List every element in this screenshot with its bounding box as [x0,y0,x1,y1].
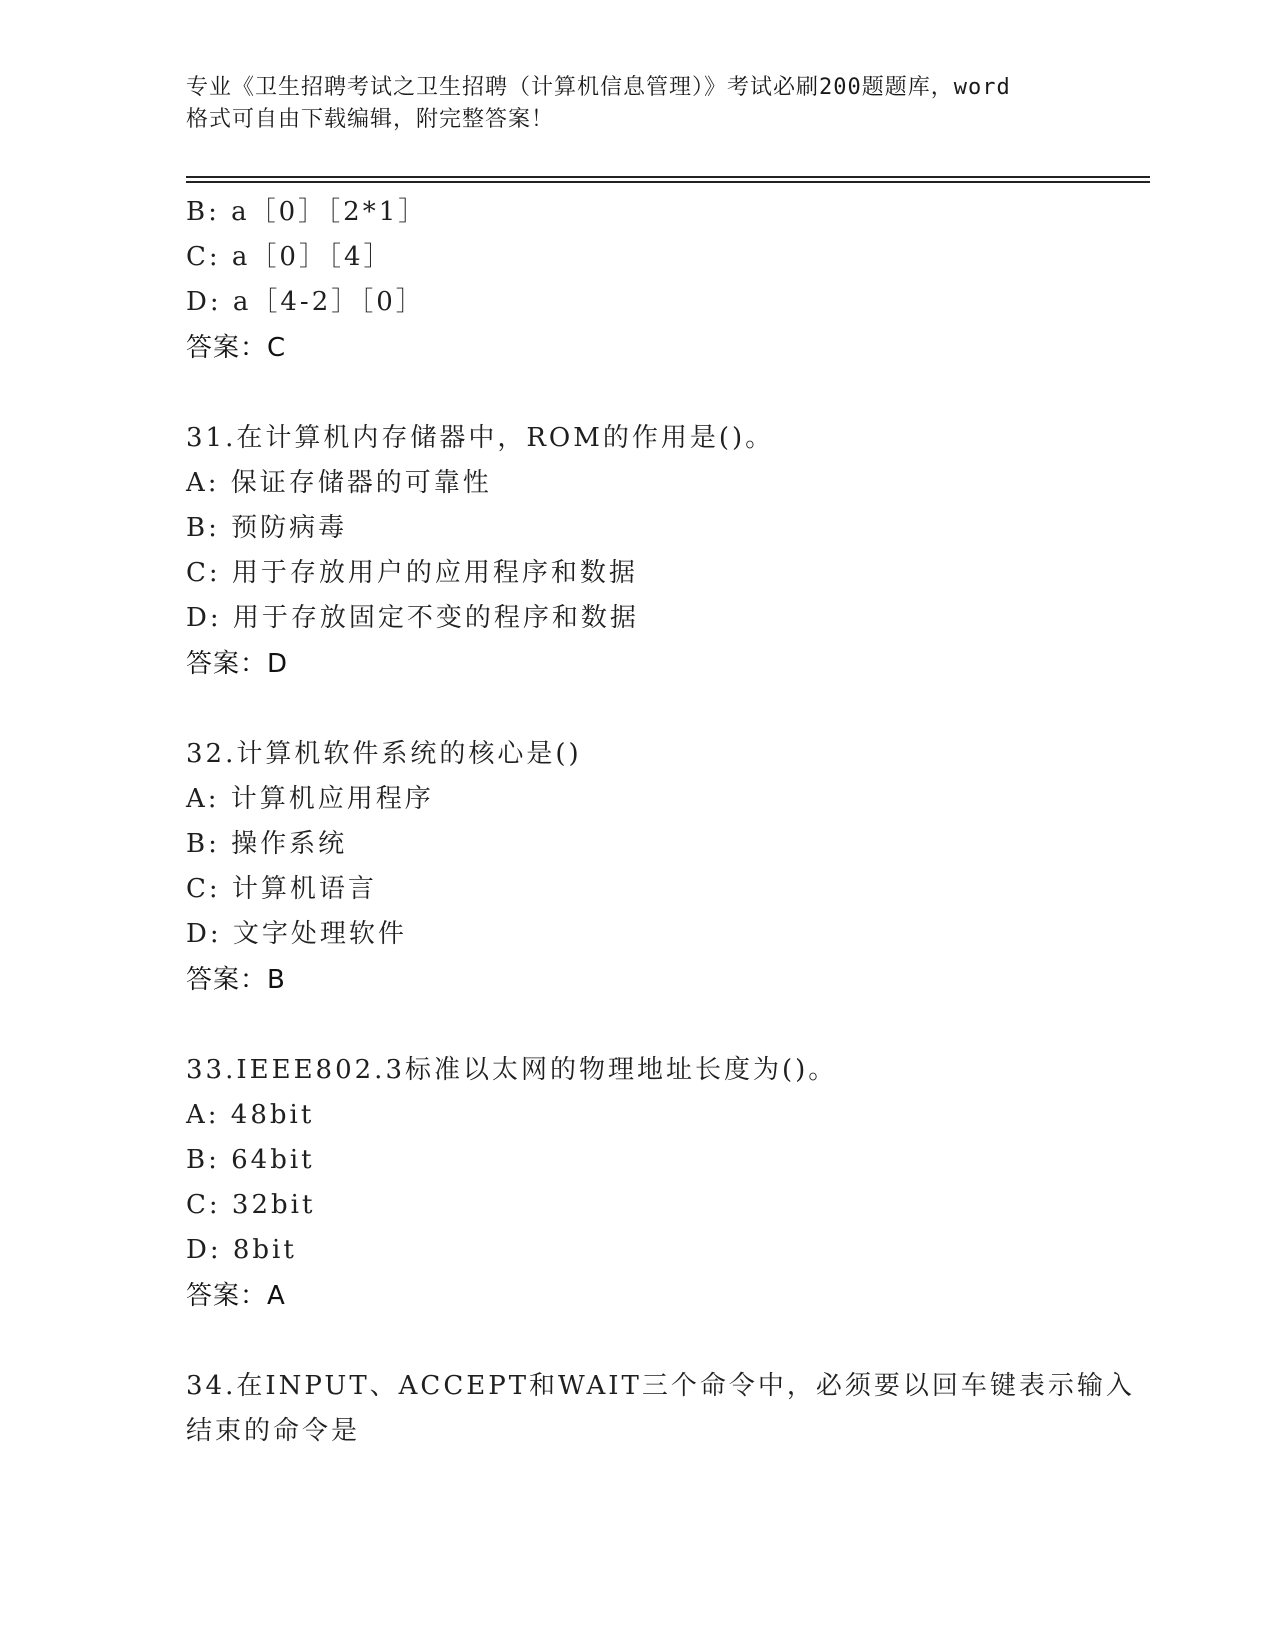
option-b: B: 64bit [186,1145,315,1175]
header-line-2: 格式可自由下载编辑，附完整答案！ [186,107,555,132]
option-c: C: a［0］［4］ [186,242,393,272]
option-b: B: 预防病毒 [186,513,348,543]
header-divider-top [186,176,1150,178]
option-d: D: 用于存放固定不变的程序和数据 [186,603,639,633]
question-30-continued [186,190,1150,371]
option-c: C: 用于存放用户的应用程序和数据 [186,558,638,588]
option-a: A: 保证存储器的可靠性 [186,468,492,498]
header-line-1: 专业《卫生招聘考试之卫生招聘（计算机信息管理）》考试必刷200题题库，word [186,75,1011,100]
question-stem-line-2: 结束的命令是 [186,1416,361,1446]
option-c: C: 32bit [186,1190,316,1220]
answer-line: 答案：B [186,965,286,995]
question-stem: 31.在计算机内存储器中，ROM的作用是()。 [186,423,775,453]
question-31 [186,416,1150,687]
answer-line: 答案：A [186,1281,286,1311]
question-stem-line-1: 34.在INPUT、ACCEPT和WAIT三个命令中，必须要以回车键表示输入 [186,1371,1135,1401]
header-divider-bottom [186,181,1150,183]
option-d: D: a［4-2］［0］ [186,287,425,317]
option-d: D: 文字处理软件 [186,919,407,949]
option-b: B: 操作系统 [186,829,348,859]
option-c: C: 计算机语言 [186,874,377,904]
question-34 [186,1364,1150,1454]
question-list [186,190,1150,1454]
option-a: A: 计算机应用程序 [186,784,434,814]
option-b: B: a［0］［2*1］ [186,197,428,227]
answer-line: 答案：D [186,649,289,679]
question-33 [186,1048,1150,1319]
question-stem: 33.IEEE802.3标准以太网的物理地址长度为()。 [186,1055,838,1085]
answer-line: 答案：C [186,333,287,363]
question-stem: 32.计算机软件系统的核心是() [186,739,582,769]
document-header [186,72,1086,136]
question-32 [186,732,1150,1003]
option-a: A: 48bit [186,1100,315,1130]
option-d: D: 8bit [186,1235,297,1265]
